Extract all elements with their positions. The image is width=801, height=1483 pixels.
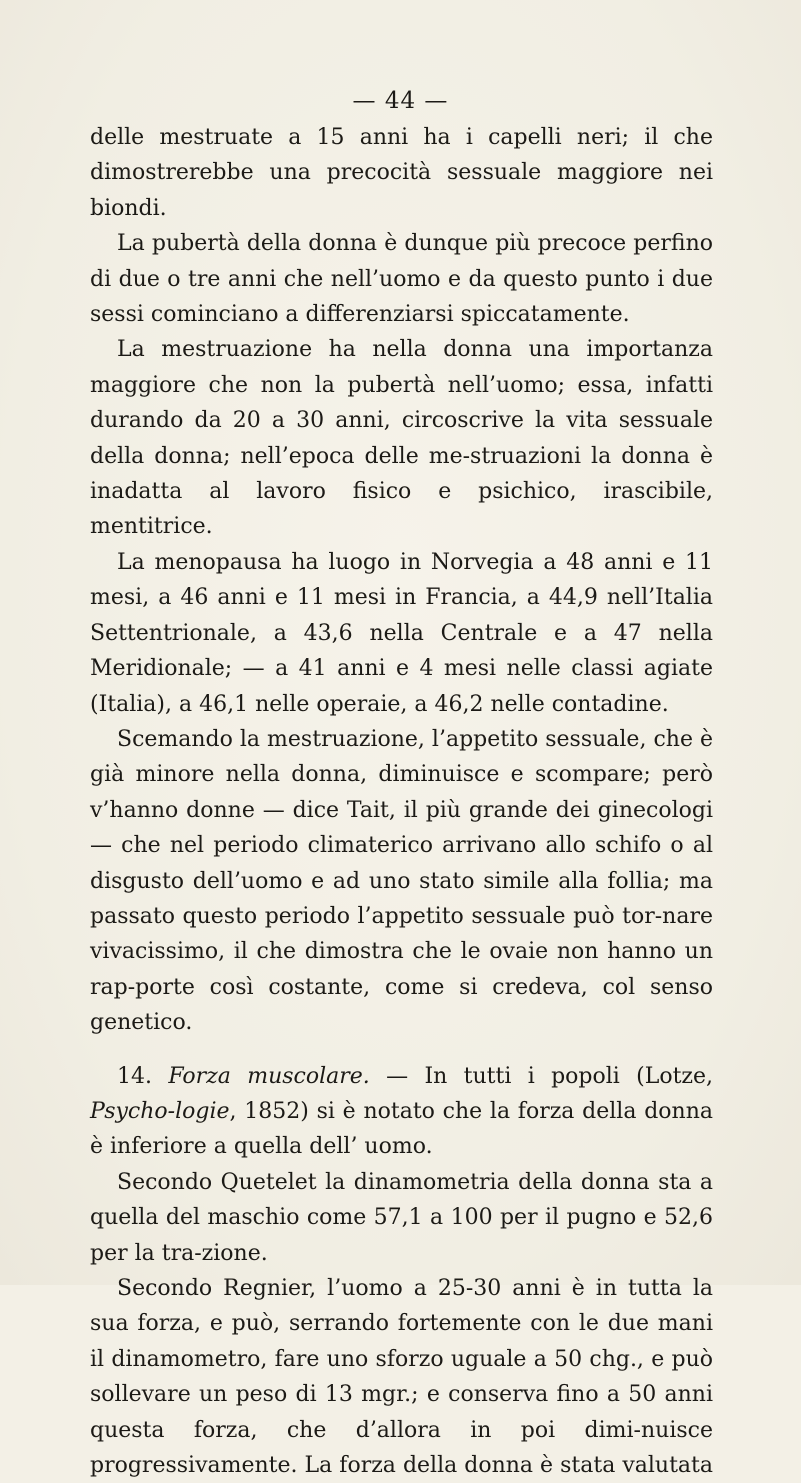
paragraph-1: delle mestruate a 15 anni ha i capelli neri; il che dimostrerebbe una precocità sessuale maggiore nei biondi. [90,125,713,221]
paragraph-4: La menopausa ha luogo in Norvegia a 48 anni e 11 mesi, a 46 anni e 11 mesi in Francia, a 44,9 nell’Italia Settentrionale, a 43,6 nella Centrale e a 47 nella Meridionale; — a 41 anni e 4 mesi nelle classi agiate (Italia), a 46,1 nelle operaie, a 46,2 nelle contadine. [90,549,713,717]
page-number: — 44 — [352,88,449,114]
paragraph-5: Scemando la mestruazione, l’appetito sessuale, che è già minore nella donna, diminuisce e scompare; però v’hanno donne — dice Tait, il più grande dei ginecologi — che nel periodo climaterico arrivano allo schifo o al disgusto dell’uomo e ad uno stato simile alla follia; ma passato questo periodo l’appetito sessuale può tor-nare vivacissimo, il che dimostra che le ovaie non hanno un rap-porte così costante, come si credeva, col senso genetico. [90,726,713,1036]
section-text-b: , 1852) si è notato che la forza della donna è inferiore a quella dell’ uomo. [90,1098,713,1160]
section-text-a: — In tutti i popoli (Lotze, [386,1063,714,1089]
body-text [90,120,713,1483]
paragraph-3: La mestruazione ha nella donna una importanza maggiore che non la pubertà nell’uomo; essa, infatti durando da 20 a 30 anni, circoscrive la vita sessuale della donna; nell’epoca delle me-struazioni la donna è inadatta al lavoro fisico e psichico, irascibile, mentitrice. [90,337,713,540]
paragraph-7: Secondo Quetelet la dinamometria della donna sta a quella del maschio come 57,1 a 100 per il pugno e 52,6 per la tra-zione. [90,1169,713,1266]
section-title: Forza muscolare. [168,1063,370,1089]
paragraph-6-section-forza-muscolare [90,1059,713,1165]
section-number: 14. [117,1063,152,1089]
paragraph-2: La pubertà della donna è dunque più precoce perfino di due o tre anni che nell’uomo e da questo punto i due sessi cominciano a differenziarsi spiccatamente. [90,231,713,328]
cited-work-title: Psycho-logie [90,1098,230,1124]
paragraph-8: Secondo Regnier, l’uomo a 25-30 anni è in tutta la sua forza, e può, serrando fortemente con le due mani il dinamometro, fare uno sforzo uguale a 50 chg., e può sollevare un peso di 13 mgr.; e conserva fino a 50 anni questa forza, che d’allora in poi dimi-nuisce progressivamente. La forza della donna è stata valutata [90,1276,713,1479]
